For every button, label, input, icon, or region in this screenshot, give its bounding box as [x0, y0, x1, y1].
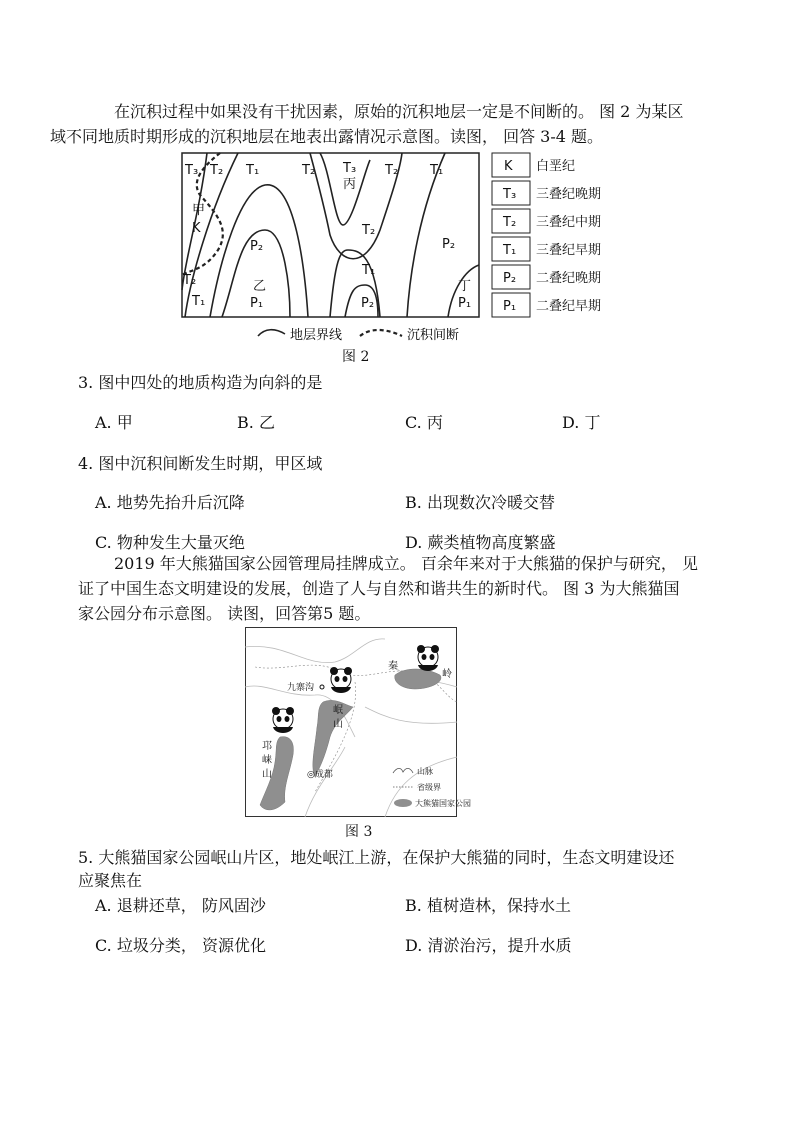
figure-2-geologic-map — [180, 150, 620, 345]
label-k: K — [192, 221, 201, 236]
label-p2: P₂ — [442, 237, 456, 252]
label-yi: 乙 — [253, 279, 267, 294]
label-p1: P₁ — [250, 296, 264, 311]
boundary-line-legend-symbol — [258, 330, 285, 336]
figure-2-caption: 图 2 — [342, 349, 370, 365]
figure-3-panda-park-map — [245, 627, 471, 817]
q4-option-c: C. 物种发生大量灭绝 — [95, 533, 245, 552]
legend-code: P₂ — [503, 271, 517, 286]
label-t2: T₂ — [362, 223, 376, 238]
q5-option-c: C. 垃圾分类， 资源优化 — [95, 936, 266, 955]
intro2-line2: 证了中国生态文明建设的发展，创造了人与自然和谐共生的新时代。 图 3 为大熊猫国 — [78, 579, 680, 598]
intro2-line3: 家公园分布示意图。 读图，回答第5 题。 — [78, 604, 371, 623]
q3-option-a: A. 甲 — [95, 413, 133, 432]
legend-name: 三叠纪早期 — [536, 243, 602, 258]
q4-option-b: B. 出现数次冷暖交替 — [405, 493, 555, 512]
label-t2: T₂ — [183, 273, 197, 288]
legend-border: 省级界 — [417, 783, 441, 792]
q3-option-d: D. 丁 — [562, 413, 601, 432]
intro-paragraph-1 — [50, 99, 712, 149]
legend-code: P₁ — [503, 299, 517, 314]
label-t2: T₂ — [210, 163, 224, 178]
label-p1: P₁ — [458, 296, 472, 311]
label-shan: 山 — [262, 769, 272, 780]
legend-name: 白垩纪 — [536, 159, 576, 174]
gap-line-legend-symbol — [360, 330, 402, 336]
legend-name: 三叠纪晚期 — [536, 187, 602, 202]
legend-name: 二叠纪早期 — [536, 299, 602, 314]
legend-code: T₂ — [503, 215, 517, 230]
boundary-legend-label: 地层界线 — [290, 328, 343, 343]
label-p2: P₂ — [361, 296, 375, 311]
label-qiong: 邛 — [262, 741, 272, 752]
legend-mountain: 山脉 — [417, 767, 433, 776]
q4-option-a: A. 地势先抬升后沉降 — [95, 493, 245, 512]
label-t1: T₁ — [246, 163, 260, 178]
figure-3-caption: 图 3 — [345, 824, 373, 840]
panda-icon — [272, 707, 294, 733]
q3-option-c: C. 丙 — [405, 413, 443, 432]
label-qin: 秦 — [388, 661, 398, 672]
label-p2: P₂ — [250, 239, 264, 254]
label-shan: 山 — [333, 719, 343, 730]
label-t1: T₁ — [362, 263, 376, 278]
label-t1: T₁ — [430, 163, 444, 178]
intro1-line1: 在沉积过程中如果没有干扰因素，原始的沉积地层一定是不间断的。 图 2 为某区 — [114, 102, 684, 121]
label-jia: 甲 — [192, 203, 206, 218]
label-t1: T₁ — [192, 294, 206, 309]
legend-code: T₃ — [503, 187, 517, 202]
label-t3: T₃ — [185, 163, 199, 178]
label-lai: 崃 — [262, 755, 272, 766]
legend-code: K — [504, 159, 513, 174]
label-jiuzhaigou: 九寨沟 — [287, 683, 315, 693]
label-t2: T₂ — [302, 163, 316, 178]
label-ling: 岭 — [442, 669, 452, 680]
legend-code: T₁ — [503, 243, 517, 258]
q3-option-b: B. 乙 — [237, 413, 275, 432]
intro2-line1: 2019 年大熊猫国家公园管理局挂牌成立。 百余年来对于大熊猫的保护与研究， 见 — [114, 554, 698, 573]
q5-stem-line1: 5. 大熊猫国家公园岷山片区，地处岷江上游，在保护大熊猫的同时，生态文明建设还 — [78, 848, 675, 867]
q5-option-d: D. 清淤治污，提升水质 — [405, 936, 572, 955]
q3-stem: 3. 图中四处的地质构造为向斜的是 — [78, 373, 323, 392]
intro1-line2: 域不同地质时期形成的沉积地层在地表出露情况示意图。读图， 回答 3-4 题。 — [50, 127, 604, 146]
label-min: 岷 — [333, 705, 343, 716]
legend-name: 二叠纪晚期 — [536, 271, 602, 286]
q4-option-d: D. 蕨类植物高度繁盛 — [405, 533, 556, 552]
label-bing: 丙 — [343, 177, 357, 192]
panda-icon — [330, 667, 352, 693]
legend-name: 三叠纪中期 — [536, 215, 602, 230]
label-ding: 丁 — [458, 279, 472, 294]
q5-option-b: B. 植树造林，保持水土 — [405, 896, 571, 915]
park-legend-icon — [394, 799, 412, 807]
q5-stem-line2: 应聚焦在 — [78, 871, 143, 890]
label-t2: T₂ — [385, 163, 399, 178]
label-chengdu: ◎成都 — [307, 770, 333, 780]
intro-paragraph-2 — [78, 551, 718, 626]
q5-option-a: A. 退耕还草， 防风固沙 — [95, 896, 266, 915]
legend-park: 大熊猫国家公园 — [415, 799, 471, 808]
q4-stem: 4. 图中沉积间断发生时期，甲区域 — [78, 454, 323, 473]
gap-legend-label: 沉积间断 — [407, 328, 460, 343]
label-t3: T₃ — [343, 161, 357, 176]
panda-icon — [417, 645, 439, 671]
